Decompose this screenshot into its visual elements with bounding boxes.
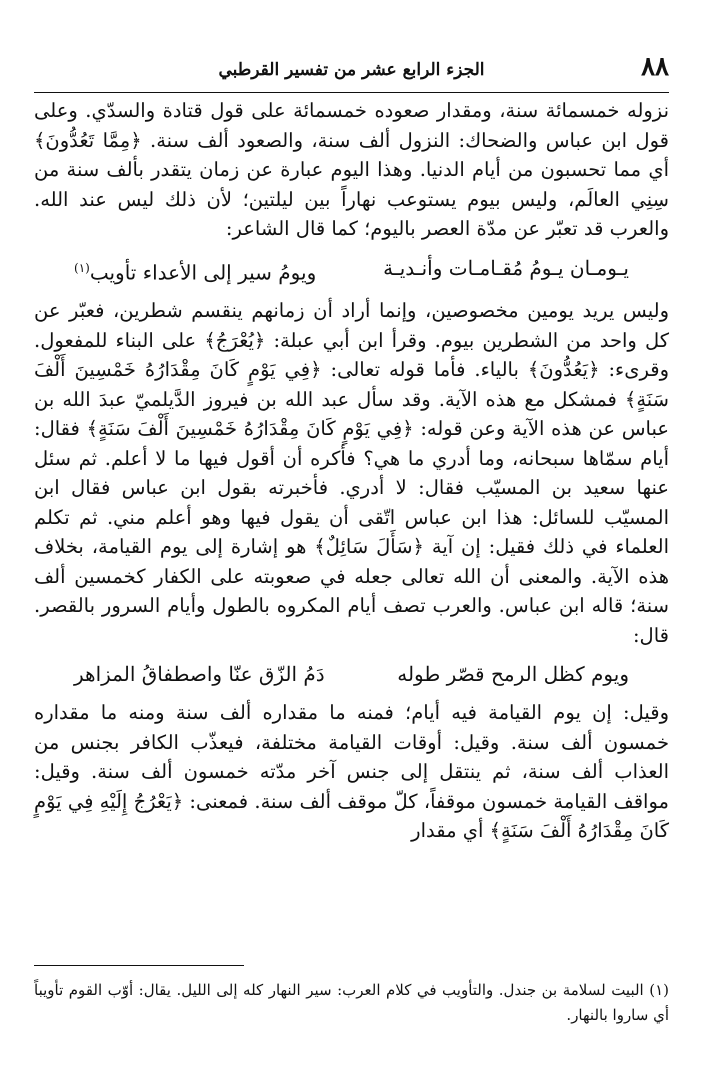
verse-2-first-hemistich: ويوم كظل الرمح قصّر طوله	[397, 662, 629, 687]
footnote: (١) البيت لسلامة بن جندل. والتأويب في كلام العرب: سير النهار كله إلى الليل. يقال: أوّب القوم تأويباً أي ساروا بالنهار.	[34, 981, 669, 1024]
paragraph-1: نزوله خمسمائة سنة، ومقدار صعوده خمسمائة على قول قتادة والسدّي. وعلى قول ابن عباس والضحاك: النزول ألف سنة، والصعود ألف سنة. ﴿مِمَّا تَعُدُّونَ﴾ أي مما تحسبون من أيام الدنيا. وهذا اليوم عبارة عن زمان يتقدر بألف سنة من سِنِي العالَم، وليس بيوم يستوعب نهاراً بين ليلتين؛ لأن ذلك ليس عند الله. والعرب قد تعبّر عن مدّة العصر باليوم؛ كما قال الشاعر:	[34, 99, 669, 240]
running-title: الجزء الرابع عشر من تفسير القرطبي	[218, 60, 485, 80]
page-number: ٨٨	[641, 52, 669, 82]
footnote-divider	[34, 965, 244, 966]
poetry-verse-1	[74, 250, 629, 291]
verse-1-first-hemistich: يـومـان يـومُ مُقـامـات وأنـديـة	[383, 255, 629, 280]
paragraph-2: وليس يريد يومين مخصوصين، وإنما أراد أن زمانهم ينقسم شطرين، فعبّر عن كل واحد من الشطرين بيوم. وقرأ ابن أبي عبلة: ﴿يُعْرَجُ﴾ على البناء للمفعول. وقرىء: ﴿يَعُدُّونَ﴾ بالياء. فأما قوله تعالى: ﴿فِي يَوْمٍ كَانَ مِقْدَارُهُ خَمْسِينَ أَلْفَ سَنَةٍ﴾ فمشكل مع هذه الآية. وقد سأل عبد الله بن فيروز الدَّيلميّ عبدَ الله بن عباس عن هذه الآية وعن قوله: ﴿فِي يَوْمٍ كَانَ مِقْدَارُهُ خَمْسِينَ أَلْفَ سَنَةٍ﴾ فقال: أيام سمّاها سبحانه، وما أدري ما هي؟ فأكره أن أقول فيها ما لا أعلم. ثم سئل عنها سعيد بن المسيّب فقال: لا أدري. فأخبرته بقول ابن عباس فقال ابن المسيّب للسائل: هذا ابن عباس اتّقى أن يقول فيها وهو أعلم مني. ثم تكلم العلماء في ذلك فقيل: إن آية ﴿سَأَلَ سَائِلٌ﴾ هو إشارة إلى يوم القيامة، بخلاف هذه الآية. والمعنى أن الله تعالى جعله في صعوبته على الكفار كخمسين ألف سنة؛ قاله ابن عباس. والعرب تصف أيام المكروه بالطول وأيام السرور بالقصر. قال:	[34, 299, 669, 647]
verse-2-second-hemistich: دَمُ الزّق عنّا واصطفاقُ المزاهر	[74, 662, 325, 687]
paragraph-3: وقيل: إن يوم القيامة فيه أيام؛ فمنه ما مقداره ألف سنة ومنه ما مقداره خمسون ألف سنة. وقيل: أوقات القيامة مختلفة، فيعذّب الكافر بجنس من العذاب ألف سنة، ثم ينتقل إلى جنس آخر مدّته خمسون ألف سنة. وقيل: مواقف القيامة خمسون موقفاً، كلّ موقف ألف سنة. فمعنى: ﴿يَعْرُجُ إِلَيْهِ فِي يَوْمٍ كَانَ مِقْدَارُهُ أَلْفَ سَنَةٍ﴾ أي مقدار	[34, 701, 669, 843]
main-text	[34, 96, 669, 846]
verse-1-second-text: ويومُ سير إلى الأعداء تأويب	[89, 260, 317, 285]
verse-1-second-hemistich	[74, 250, 316, 291]
footnote-marker: (١)	[74, 260, 90, 275]
page-header	[34, 52, 669, 93]
poetry-verse-2	[74, 656, 629, 692]
